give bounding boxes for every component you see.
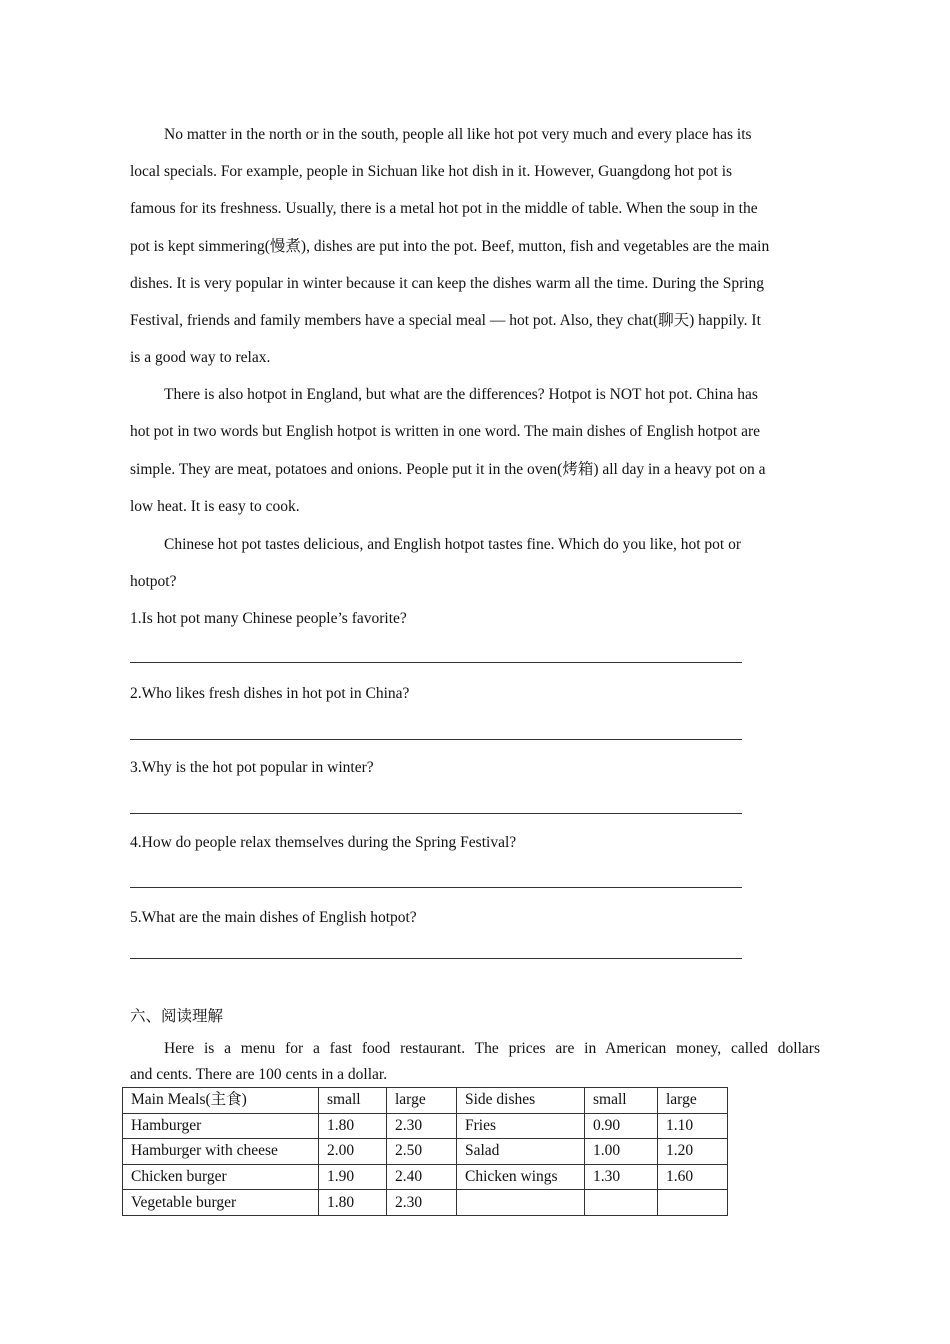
question-3: 3.Why is the hot pot popular in winter? [130, 759, 374, 776]
answer-line-2[interactable] [130, 739, 742, 740]
table-cell: 2.30 [387, 1190, 457, 1216]
table-cell: 1.30 [585, 1164, 658, 1190]
passage-line: local specials. For example, people in Sichuan like hot dish in it. However, Guangdong hot pot is [130, 163, 733, 180]
table-cell: 2.30 [387, 1113, 457, 1139]
passage-line: Festival, friends and family members have a special meal — hot pot. Also, they chat(聊天) happily. It [130, 312, 761, 329]
table-cell: 1.90 [319, 1164, 387, 1190]
table-cell: 1.80 [319, 1190, 387, 1216]
table-cell: 1.10 [658, 1113, 728, 1139]
passage-line: There is also hotpot in England, but what are the differences? Hotpot is NOT hot pot. China has [164, 386, 758, 403]
table-cell: Hamburger [123, 1113, 319, 1139]
passage-line: dishes. It is very popular in winter because it can keep the dishes warm all the time. During the Spring [130, 275, 765, 292]
table-cell: 2.50 [387, 1139, 457, 1165]
table-row [123, 1190, 728, 1216]
answer-line-3[interactable] [130, 813, 742, 814]
table-row [123, 1139, 728, 1165]
table-row [123, 1113, 728, 1139]
table-header-row [123, 1088, 728, 1114]
passage-line: No matter in the north or in the south, people all like hot pot very much and every place has its [164, 126, 752, 143]
passage-line: simple. They are meat, potatoes and onions. People put it in the oven(烤箱) all day in a heavy pot on a [130, 461, 766, 478]
question-1: 1.Is hot pot many Chinese people’s favorite? [130, 610, 407, 627]
passage-line: Chinese hot pot tastes delicious, and English hotpot tastes fine. Which do you like, hot pot or [164, 536, 742, 553]
table-cell: small [319, 1088, 387, 1114]
table-cell: 2.00 [319, 1139, 387, 1165]
question-4: 4.How do people relax themselves during the Spring Festival? [130, 834, 517, 851]
table-cell: Chicken wings [457, 1164, 585, 1190]
table-cell: 1.80 [319, 1113, 387, 1139]
table-cell [658, 1190, 728, 1216]
passage-line: hot pot in two words but English hotpot is written in one word. The main dishes of English hotpot are [130, 423, 760, 440]
passage-line: famous for its freshness. Usually, there is a metal hot pot in the middle of table. When the soup in the [130, 200, 758, 217]
table-cell: 0.90 [585, 1113, 658, 1139]
question-2: 2.Who likes fresh dishes in hot pot in China? [130, 685, 410, 702]
table-cell [585, 1190, 658, 1216]
intro-line: and cents. There are 100 cents in a dollar. [130, 1066, 388, 1083]
passage-line: low heat. It is easy to cook. [130, 498, 300, 515]
table-cell [457, 1190, 585, 1216]
answer-line-5[interactable] [130, 958, 742, 959]
section-heading: 六、阅读理解 [130, 1008, 224, 1025]
table-cell: Side dishes [457, 1088, 585, 1114]
table-cell: small [585, 1088, 658, 1114]
table-cell: Salad [457, 1139, 585, 1165]
answer-line-4[interactable] [130, 887, 742, 888]
table-cell: large [387, 1088, 457, 1114]
question-5: 5.What are the main dishes of English hotpot? [130, 909, 417, 926]
menu-table [122, 1087, 728, 1216]
table-cell: large [658, 1088, 728, 1114]
passage-line: hotpot? [130, 573, 177, 590]
passage-line: pot is kept simmering(慢煮), dishes are put into the pot. Beef, mutton, fish and vegetables are the main [130, 238, 770, 255]
table-cell: Fries [457, 1113, 585, 1139]
table-cell: Chicken burger [123, 1164, 319, 1190]
table-cell: Vegetable burger [123, 1190, 319, 1216]
passage-line: is a good way to relax. [130, 349, 271, 366]
table-row [123, 1164, 728, 1190]
intro-line: Here is a menu for a fast food restaurant. The prices are in American money, called dollars [164, 1040, 820, 1057]
table-cell: 1.20 [658, 1139, 728, 1165]
table-cell: Main Meals(主食) [123, 1088, 319, 1114]
table-cell: Hamburger with cheese [123, 1139, 319, 1165]
table-cell: 1.00 [585, 1139, 658, 1165]
table-cell: 1.60 [658, 1164, 728, 1190]
answer-line-1[interactable] [130, 662, 742, 663]
table-cell: 2.40 [387, 1164, 457, 1190]
